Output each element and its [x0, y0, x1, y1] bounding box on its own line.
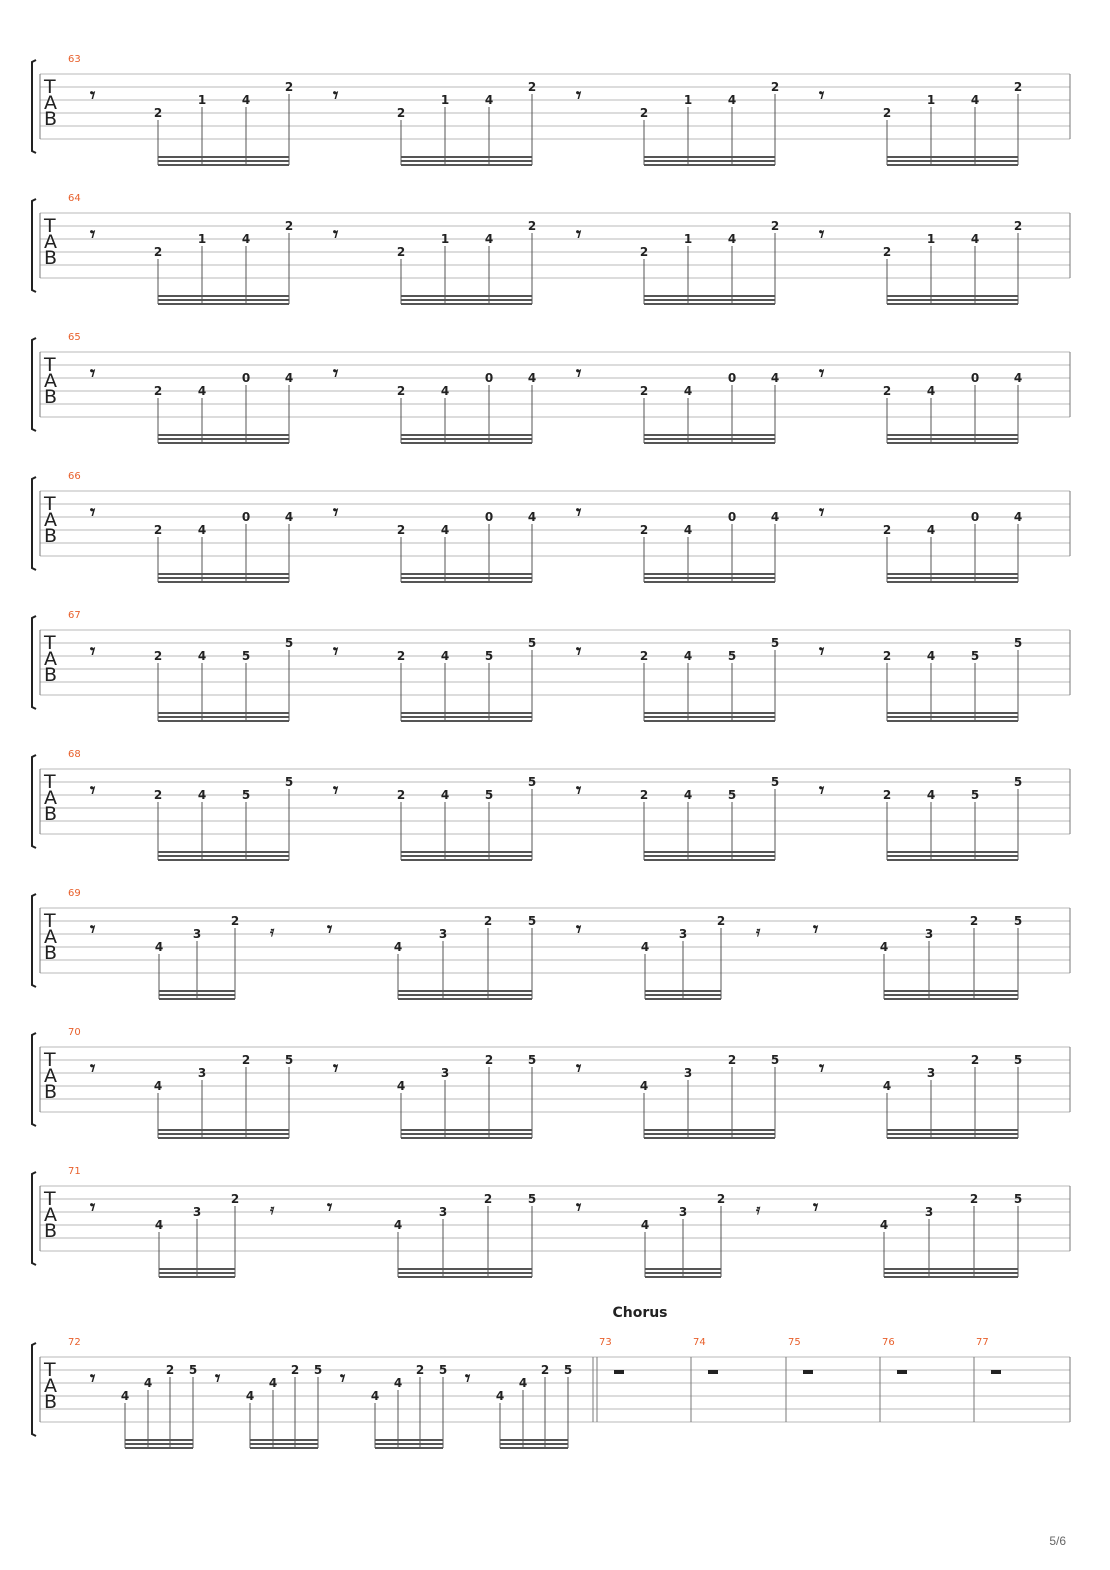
tab-clef-letter: T	[44, 632, 56, 654]
eighth-rest: 𝄾	[90, 1056, 96, 1080]
bar-number: 72	[68, 1337, 81, 1348]
bar-number: 63	[68, 54, 81, 65]
fret-number: 1	[197, 232, 207, 246]
eighth-rest: 𝄾	[465, 1366, 471, 1390]
tab-clef-letter: B	[44, 108, 58, 130]
fret-number: 1	[683, 93, 693, 107]
fret-number: 2	[230, 1192, 240, 1206]
fret-number: 4	[683, 384, 693, 398]
fret-number: 4	[440, 788, 450, 802]
fret-number: 4	[120, 1389, 130, 1403]
eighth-rest: 𝄾	[327, 917, 333, 941]
fret-number: 4	[241, 93, 251, 107]
eighth-rest: 𝄾	[576, 639, 582, 663]
fret-number: 4	[970, 93, 980, 107]
bar-number: 65	[68, 332, 81, 343]
eighth-rest: 𝄾	[90, 83, 96, 107]
tab-clef-letter: A	[44, 509, 57, 531]
tab-clef-letter: T	[44, 354, 56, 376]
fret-number: 2	[969, 1192, 979, 1206]
fret-number: 1	[440, 232, 450, 246]
fret-number: 5	[1013, 636, 1023, 650]
fret-number: 1	[683, 232, 693, 246]
eighth-rest: 𝄾	[90, 778, 96, 802]
fret-number: 5	[563, 1363, 573, 1377]
bar-number: 67	[68, 610, 81, 621]
fret-number: 2	[241, 1053, 251, 1067]
tab-clef-letter: B	[44, 803, 58, 825]
fret-number: 4	[1013, 371, 1023, 385]
tab-clef-letter: A	[44, 92, 57, 114]
eighth-rest: 𝄾	[576, 361, 582, 385]
bar-number: 77	[976, 1337, 989, 1348]
fret-number: 2	[639, 649, 649, 663]
fret-number: 4	[926, 788, 936, 802]
fret-number: 4	[495, 1389, 505, 1403]
tab-clef-letter: B	[44, 525, 58, 547]
fret-number: 0	[727, 510, 737, 524]
fret-number: 0	[727, 371, 737, 385]
fret-number: 5	[1013, 1053, 1023, 1067]
eighth-rest: 𝄾	[819, 500, 825, 524]
fret-number: 4	[154, 1218, 164, 1232]
eighth-rest: 𝄾	[90, 1195, 96, 1219]
fret-number: 3	[438, 927, 448, 941]
fret-number: 2	[882, 245, 892, 259]
system-bracket	[32, 1033, 36, 1126]
fret-number: 1	[197, 93, 207, 107]
tab-clef-letter: B	[44, 1220, 58, 1242]
fret-number: 2	[527, 80, 537, 94]
fret-number: 2	[396, 788, 406, 802]
half-rest	[803, 1370, 813, 1374]
bar-number: 75	[788, 1337, 801, 1348]
system-bracket	[32, 616, 36, 709]
eighth-rest: 𝄾	[333, 361, 339, 385]
system-bracket	[32, 755, 36, 848]
eighth-rest: 𝄾	[576, 500, 582, 524]
fret-number: 4	[1013, 510, 1023, 524]
sixteenth-rest: 𝄿	[756, 924, 761, 940]
fret-number: 5	[970, 649, 980, 663]
eighth-rest: 𝄾	[819, 1056, 825, 1080]
tab-clef-letter: B	[44, 664, 58, 686]
fret-number: 3	[678, 1205, 688, 1219]
page-number: 5/6	[1049, 1534, 1066, 1548]
tab-clef-letter: A	[44, 231, 57, 253]
fret-number: 4	[393, 1218, 403, 1232]
fret-number: 0	[241, 510, 251, 524]
fret-number: 2	[483, 1192, 493, 1206]
eighth-rest: 𝄾	[576, 778, 582, 802]
fret-number: 2	[770, 80, 780, 94]
fret-number: 2	[1013, 80, 1023, 94]
fret-number: 2	[882, 523, 892, 537]
tab-clef-letter: T	[44, 1188, 56, 1210]
fret-number: 1	[926, 232, 936, 246]
eighth-rest: 𝄾	[576, 1195, 582, 1219]
eighth-rest: 𝄾	[813, 1195, 819, 1219]
fret-number: 4	[683, 788, 693, 802]
eighth-rest: 𝄾	[813, 917, 819, 941]
bar-number: 68	[68, 749, 81, 760]
bar-number: 70	[68, 1027, 81, 1038]
fret-number: 2	[882, 106, 892, 120]
fret-number: 5	[770, 636, 780, 650]
fret-number: 4	[879, 940, 889, 954]
tab-clef-letter: B	[44, 942, 58, 964]
fret-number: 4	[683, 523, 693, 537]
fret-number: 2	[969, 914, 979, 928]
fret-number: 4	[640, 1218, 650, 1232]
fret-number: 4	[153, 1079, 163, 1093]
eighth-rest: 𝄾	[576, 83, 582, 107]
fret-number: 5	[484, 788, 494, 802]
system-bracket	[32, 1172, 36, 1265]
fret-number: 4	[440, 649, 450, 663]
fret-number: 1	[926, 93, 936, 107]
fret-number: 4	[484, 232, 494, 246]
fret-number: 4	[197, 788, 207, 802]
fret-number: 5	[727, 649, 737, 663]
fret-number: 0	[484, 371, 494, 385]
eighth-rest: 𝄾	[215, 1366, 221, 1390]
fret-number: 4	[284, 371, 294, 385]
fret-number: 4	[879, 1218, 889, 1232]
system-bracket	[32, 60, 36, 153]
fret-number: 3	[192, 927, 202, 941]
tab-clef-letter: T	[44, 215, 56, 237]
tab-clef-letter: A	[44, 926, 57, 948]
section-label: Chorus	[612, 1305, 668, 1321]
fret-number: 2	[639, 245, 649, 259]
fret-number: 5	[527, 914, 537, 928]
eighth-rest: 𝄾	[819, 83, 825, 107]
sixteenth-rest: 𝄿	[270, 1202, 275, 1218]
fret-number: 0	[970, 371, 980, 385]
bar-number: 74	[693, 1337, 706, 1348]
fret-number: 4	[393, 940, 403, 954]
fret-number: 4	[683, 649, 693, 663]
half-rest	[614, 1370, 624, 1374]
fret-number: 2	[153, 384, 163, 398]
tab-clef-letter: T	[44, 1049, 56, 1071]
fret-number: 2	[396, 523, 406, 537]
eighth-rest: 𝄾	[90, 222, 96, 246]
fret-number: 2	[153, 788, 163, 802]
tab-clef-letter: T	[44, 493, 56, 515]
fret-number: 2	[230, 914, 240, 928]
fret-number: 4	[154, 940, 164, 954]
eighth-rest: 𝄾	[576, 1056, 582, 1080]
system-bracket	[32, 894, 36, 987]
fret-number: 2	[153, 649, 163, 663]
fret-number: 2	[716, 1192, 726, 1206]
fret-number: 5	[727, 788, 737, 802]
fret-number: 2	[284, 219, 294, 233]
eighth-rest: 𝄾	[333, 500, 339, 524]
fret-number: 2	[882, 649, 892, 663]
half-rest	[708, 1370, 718, 1374]
bar-number: 73	[599, 1337, 612, 1348]
tab-clef-letter: T	[44, 910, 56, 932]
fret-number: 4	[197, 523, 207, 537]
fret-number: 2	[727, 1053, 737, 1067]
fret-number: 1	[440, 93, 450, 107]
fret-number: 5	[284, 775, 294, 789]
fret-number: 2	[716, 914, 726, 928]
fret-number: 2	[396, 106, 406, 120]
eighth-rest: 𝄾	[819, 361, 825, 385]
fret-number: 5	[1013, 775, 1023, 789]
fret-number: 3	[197, 1066, 207, 1080]
eighth-rest: 𝄾	[90, 917, 96, 941]
fret-number: 5	[527, 1192, 537, 1206]
fret-number: 2	[415, 1363, 425, 1377]
fret-number: 5	[770, 775, 780, 789]
fret-number: 3	[924, 927, 934, 941]
fret-number: 4	[640, 940, 650, 954]
fret-number: 4	[882, 1079, 892, 1093]
fret-number: 4	[268, 1376, 278, 1390]
fret-number: 5	[188, 1363, 198, 1377]
eighth-rest: 𝄾	[90, 639, 96, 663]
fret-number: 3	[683, 1066, 693, 1080]
fret-number: 5	[527, 775, 537, 789]
fret-number: 2	[153, 106, 163, 120]
fret-number: 2	[396, 649, 406, 663]
fret-number: 4	[527, 510, 537, 524]
fret-number: 3	[192, 1205, 202, 1219]
fret-number: 2	[770, 219, 780, 233]
fret-number: 5	[770, 1053, 780, 1067]
bar-number: 71	[68, 1166, 81, 1177]
eighth-rest: 𝄾	[333, 639, 339, 663]
system-bracket	[32, 199, 36, 292]
system-bracket	[32, 477, 36, 570]
fret-number: 2	[639, 788, 649, 802]
fret-number: 4	[396, 1079, 406, 1093]
eighth-rest: 𝄾	[90, 1366, 96, 1390]
fret-number: 4	[197, 649, 207, 663]
fret-number: 5	[1013, 1192, 1023, 1206]
eighth-rest: 𝄾	[819, 778, 825, 802]
eighth-rest: 𝄾	[90, 500, 96, 524]
eighth-rest: 𝄾	[327, 1195, 333, 1219]
fret-number: 3	[440, 1066, 450, 1080]
eighth-rest: 𝄾	[576, 222, 582, 246]
fret-number: 2	[290, 1363, 300, 1377]
tab-clef-letter: B	[44, 247, 58, 269]
fret-number: 2	[882, 788, 892, 802]
fret-number: 4	[770, 371, 780, 385]
fret-number: 4	[970, 232, 980, 246]
fret-number: 2	[153, 245, 163, 259]
fret-number: 4	[770, 510, 780, 524]
fret-number: 2	[284, 80, 294, 94]
fret-number: 2	[882, 384, 892, 398]
fret-number: 3	[678, 927, 688, 941]
bar-number: 64	[68, 193, 81, 204]
tab-clef-letter: A	[44, 1375, 57, 1397]
fret-number: 2	[1013, 219, 1023, 233]
fret-number: 4	[727, 232, 737, 246]
fret-number: 2	[639, 523, 649, 537]
fret-number: 2	[153, 523, 163, 537]
fret-number: 0	[241, 371, 251, 385]
eighth-rest: 𝄾	[90, 361, 96, 385]
half-rest	[991, 1370, 1001, 1374]
tab-clef-letter: B	[44, 1081, 58, 1103]
fret-number: 4	[284, 510, 294, 524]
fret-number: 2	[527, 219, 537, 233]
fret-number: 2	[396, 384, 406, 398]
bar-number: 69	[68, 888, 81, 899]
tab-clef-letter: A	[44, 648, 57, 670]
fret-number: 3	[924, 1205, 934, 1219]
fret-number: 5	[241, 788, 251, 802]
eighth-rest: 𝄾	[819, 222, 825, 246]
fret-number: 4	[197, 384, 207, 398]
fret-number: 4	[926, 649, 936, 663]
tab-clef-letter: T	[44, 1359, 56, 1381]
fret-number: 2	[396, 245, 406, 259]
fret-number: 5	[527, 636, 537, 650]
tab-clef-letter: A	[44, 787, 57, 809]
tab-clef-letter: B	[44, 1391, 58, 1413]
fret-number: 4	[926, 523, 936, 537]
fret-number: 4	[245, 1389, 255, 1403]
tab-clef-letter: T	[44, 76, 56, 98]
fret-number: 4	[241, 232, 251, 246]
fret-number: 4	[727, 93, 737, 107]
half-rest	[897, 1370, 907, 1374]
fret-number: 4	[639, 1079, 649, 1093]
sixteenth-rest: 𝄿	[270, 924, 275, 940]
fret-number: 4	[393, 1376, 403, 1390]
fret-number: 4	[484, 93, 494, 107]
eighth-rest: 𝄾	[819, 639, 825, 663]
fret-number: 3	[438, 1205, 448, 1219]
fret-number: 3	[926, 1066, 936, 1080]
system-bracket	[32, 338, 36, 431]
sixteenth-rest: 𝄿	[756, 1202, 761, 1218]
eighth-rest: 𝄾	[333, 1056, 339, 1080]
eighth-rest: 𝄾	[333, 778, 339, 802]
fret-number: 2	[639, 106, 649, 120]
fret-number: 0	[484, 510, 494, 524]
fret-number: 0	[970, 510, 980, 524]
tab-clef-letter: A	[44, 1204, 57, 1226]
fret-number: 5	[1013, 914, 1023, 928]
fret-number: 2	[540, 1363, 550, 1377]
fret-number: 2	[165, 1363, 175, 1377]
fret-number: 2	[970, 1053, 980, 1067]
eighth-rest: 𝄾	[333, 222, 339, 246]
fret-number: 4	[518, 1376, 528, 1390]
eighth-rest: 𝄾	[576, 917, 582, 941]
fret-number: 5	[284, 1053, 294, 1067]
eighth-rest: 𝄾	[333, 83, 339, 107]
bar-number: 76	[882, 1337, 895, 1348]
fret-number: 5	[970, 788, 980, 802]
fret-number: 5	[438, 1363, 448, 1377]
fret-number: 4	[527, 371, 537, 385]
fret-number: 5	[241, 649, 251, 663]
fret-number: 4	[143, 1376, 153, 1390]
tab-clef-letter: A	[44, 1065, 57, 1087]
system-bracket	[32, 1343, 36, 1436]
fret-number: 5	[527, 1053, 537, 1067]
fret-number: 5	[284, 636, 294, 650]
fret-number: 2	[484, 1053, 494, 1067]
fret-number: 2	[483, 914, 493, 928]
eighth-rest: 𝄾	[340, 1366, 346, 1390]
bar-number: 66	[68, 471, 81, 482]
fret-number: 5	[313, 1363, 323, 1377]
tab-clef-letter: A	[44, 370, 57, 392]
fret-number: 4	[370, 1389, 380, 1403]
fret-number: 5	[484, 649, 494, 663]
tab-clef-letter: T	[44, 771, 56, 793]
fret-number: 4	[440, 523, 450, 537]
fret-number: 4	[440, 384, 450, 398]
tab-clef-letter: B	[44, 386, 58, 408]
fret-number: 2	[639, 384, 649, 398]
fret-number: 4	[926, 384, 936, 398]
